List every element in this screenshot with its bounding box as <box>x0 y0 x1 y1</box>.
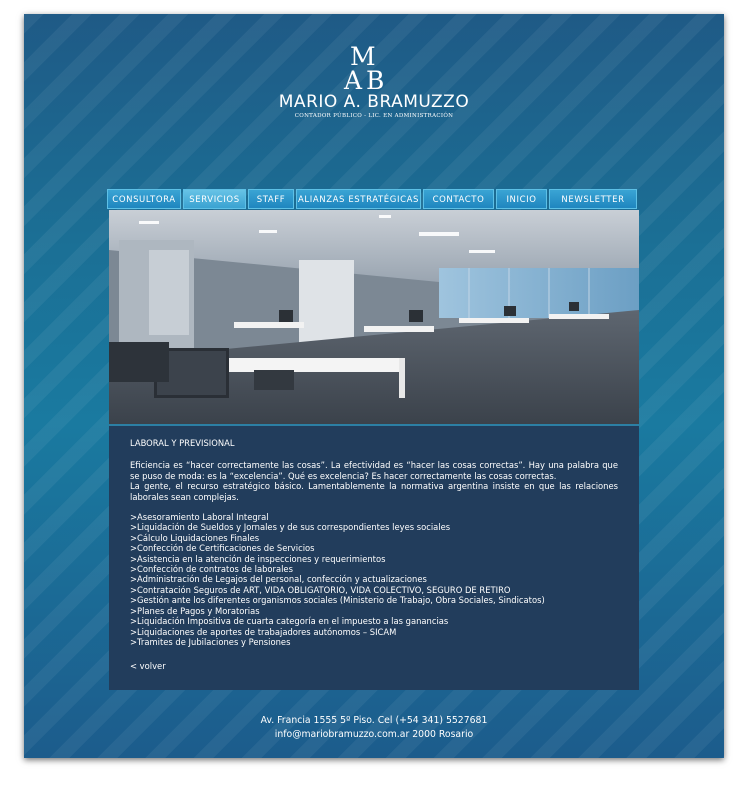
logo-subtitle: CONTADOR PÚBLICO - LIC. EN ADMINISTRACIÓN <box>294 113 454 119</box>
nav-item-contacto[interactable]: CONTACTO <box>423 189 494 209</box>
list-item: >Liquidación de Sueldos y Jornales y de sus correspondientes leyes sociales <box>130 522 451 533</box>
services-list <box>130 512 618 647</box>
list-item: >Contratación Seguros de ART, VIDA OBLIGATORIO, VIDA COLECTIVO, SEGURO DE RETIRO <box>130 584 511 595</box>
site-logo[interactable] <box>24 44 724 119</box>
list-item: >Asistencia en la atención de inspecciones y requerimientos <box>130 553 386 564</box>
list-item: >Cálculo Liquidaciones Finales <box>130 532 260 543</box>
second-paragraph: La gente, el recurso estratégico básico. Lamentablemente la normativa argentina insiste en que las relaciones laborales sean complejas. <box>130 481 618 502</box>
list-item: >Gestión ante los diferentes organismos sociales (Ministerio de Trabajo, Obra Sociales, Sindicatos) <box>130 595 545 606</box>
list-item: >Administración de Legajos del personal, confección y actualizaciones <box>130 574 427 585</box>
monogram-letter-b: B <box>366 66 385 95</box>
monogram-letter-a: A <box>344 66 363 95</box>
monogram-letter-m: M <box>350 42 376 71</box>
list-item: >Planes de Pagos y Moratorias <box>130 605 260 616</box>
list-item: >Asesoramiento Laboral Integral <box>130 512 269 523</box>
page-frame <box>24 14 724 758</box>
office-photo <box>109 210 639 424</box>
footer-address: Av. Francia 1555 5º Piso. Cel (+54 341) 5527681 <box>260 715 488 726</box>
logo-name: MARIO A. BRAMUZZO <box>278 92 470 112</box>
content-panel <box>109 424 639 690</box>
main-nav <box>107 189 639 211</box>
nav-item-consultora[interactable]: CONSULTORA <box>107 189 181 209</box>
back-link[interactable]: < volver <box>130 661 166 672</box>
nav-item-servicios[interactable]: SERVICIOS <box>183 189 246 209</box>
list-item: >Liquidaciones de aportes de trabajadores autónomos – SICAM <box>130 626 397 637</box>
footer <box>24 714 724 742</box>
list-item: >Confección de Certificaciones de Servicios <box>130 543 315 554</box>
nav-item-alianzas[interactable]: ALIANZAS ESTRATÉGICAS <box>296 189 421 209</box>
monogram <box>344 42 404 95</box>
list-item: >Tramites de Jubilaciones y Pensiones <box>130 636 291 647</box>
list-item: >Liquidación Impositiva de cuarta categoría en el impuesto a las ganancias <box>130 616 449 627</box>
section-heading: LABORAL Y PREVISIONAL <box>130 438 235 448</box>
list-item: >Confección de contratos de laborales <box>130 564 293 575</box>
nav-item-inicio[interactable]: INICIO <box>496 189 547 209</box>
nav-item-staff[interactable]: STAFF <box>248 189 294 209</box>
nav-item-newsletter[interactable]: NEWSLETTER <box>549 189 637 209</box>
footer-email[interactable]: info@mariobramuzzo.com.ar 2000 Rosario <box>274 729 474 740</box>
intro-paragraph: Eficiencia es “hacer correctamente las cosas”. La efectividad es “hacer las cosas correctas”. Hay una palabra que se puso de moda: es la “excelencia”. Qué es excelencia? Es hacer correctamente las cosas correctas. <box>130 460 618 481</box>
